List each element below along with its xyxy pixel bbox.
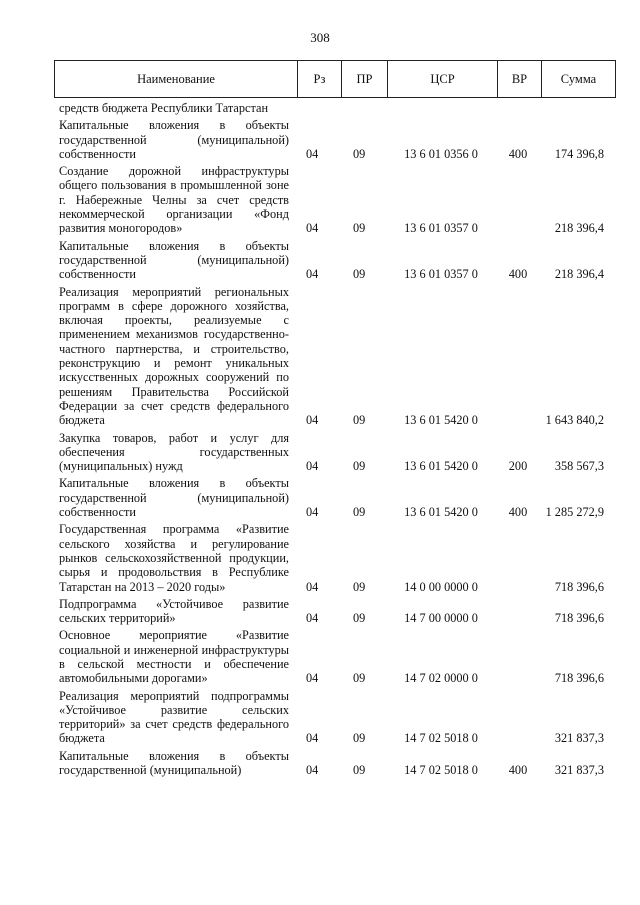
row-sum: 174 396,8 (554, 146, 604, 161)
row-name: Капитальные вложения в объекты государственной (муниципальной) собственности (59, 476, 289, 520)
row-sum: 218 396,4 (554, 267, 604, 282)
row-vr: 400 (508, 505, 528, 520)
table-row (54, 431, 616, 474)
header-vr: ВР (497, 61, 541, 97)
row-name: Закупка товаров, работ и услуг для обеспечения государственных (муниципальных) нужд (59, 430, 289, 474)
row-name: Реализация мероприятий региональных программ в сфере дорожного хозяйства, включая проекты, реализуемые с применением механизмов государственно-частного партнерства, и строительство, реконструкцию и ремонт уникальных искусственных дорожных сооружений по решениям Правительства Российской Федерации за счет средств федерального бюджета (59, 284, 289, 428)
table-row (54, 476, 616, 519)
row-vr: 400 (508, 267, 528, 282)
row-rz: 04 (306, 267, 319, 282)
table-row (54, 749, 616, 778)
row-sum: 718 396,6 (554, 579, 604, 594)
row-rz: 04 (306, 671, 319, 686)
row-rz: 04 (306, 413, 319, 428)
table-body (54, 101, 616, 777)
row-sum: 1 285 272,9 (545, 505, 604, 520)
row-sum: 321 837,3 (554, 763, 604, 778)
header-sum: Сумма (541, 61, 615, 97)
row-name: Капитальные вложения в объекты государственной (муниципальной) собственности (59, 238, 289, 282)
row-rz: 04 (306, 763, 319, 778)
row-sum: 1 643 840,2 (545, 413, 604, 428)
row-pr: 09 (353, 413, 366, 428)
row-pr: 09 (353, 221, 366, 236)
row-rz: 04 (306, 505, 319, 520)
row-csr: 14 7 02 5018 0 (404, 763, 478, 778)
row-pr: 09 (353, 579, 366, 594)
row-pr: 09 (353, 611, 366, 626)
header-name: Наименование (137, 72, 215, 86)
row-csr: 13 6 01 0356 0 (404, 146, 478, 161)
row-vr: 400 (508, 146, 528, 161)
row-pr: 09 (353, 763, 366, 778)
row-rz: 04 (306, 459, 319, 474)
row-name: Основное мероприятие «Развитие социальной и инженерной инфраструктуры в сельской местности и обеспечение автомобильными дорогами» (59, 628, 289, 686)
row-sum: 358 567,3 (554, 459, 604, 474)
table-row (54, 628, 616, 685)
table-header (54, 60, 616, 98)
header-pr: ПР (341, 61, 387, 97)
table-row (54, 522, 616, 593)
row-csr: 13 6 01 5420 0 (404, 505, 478, 520)
table-row (54, 285, 616, 428)
row-rz: 04 (306, 579, 319, 594)
row-sum: 718 396,6 (554, 671, 604, 686)
row-pr: 09 (353, 731, 366, 746)
row-csr: 14 7 00 0000 0 (404, 611, 478, 626)
header-csr: ЦСР (387, 61, 497, 97)
row-sum: 218 396,4 (554, 221, 604, 236)
row-rz: 04 (306, 221, 319, 236)
row-pr: 09 (353, 671, 366, 686)
row-csr: 13 6 01 5420 0 (404, 459, 478, 474)
row-name: Реализация мероприятий подпрограммы «Устойчивое развитие сельских территорий» за счет средств федерального бюджета (59, 688, 289, 746)
table-row (54, 597, 616, 626)
row-name: Капитальные вложения в объекты государственной (муниципальной) (59, 748, 289, 778)
row-vr: 400 (508, 763, 528, 778)
row-name: Создание дорожной инфраструктуры общего пользования в промышленной зоне г. Набережные Челны за счет средств некоммерческой организации «Фонд развития моногородов» (59, 164, 289, 236)
row-pr: 09 (353, 267, 366, 282)
page-number: 308 (310, 30, 330, 45)
table-row (54, 164, 616, 235)
row-csr: 13 6 01 0357 0 (404, 221, 478, 236)
row-csr: 14 0 00 0000 0 (404, 579, 478, 594)
row-csr: 13 6 01 5420 0 (404, 413, 478, 428)
row-csr: 14 7 02 0000 0 (404, 671, 478, 686)
row-pr: 09 (353, 505, 366, 520)
row-name: Капитальные вложения в объекты государственной (муниципальной) собственности (59, 118, 289, 161)
table-row (54, 689, 616, 746)
row-rz: 04 (306, 611, 319, 626)
row-name: средств бюджета Республики Татарстан (59, 101, 269, 115)
row-pr: 09 (353, 459, 366, 474)
row-rz: 04 (306, 146, 319, 161)
row-csr: 13 6 01 0357 0 (404, 267, 478, 282)
row-csr: 14 7 02 5018 0 (404, 731, 478, 746)
row-name: Подпрограмма «Устойчивое развитие сельских территорий» (59, 596, 289, 626)
header-rz: Рз (297, 61, 341, 97)
row-pr: 09 (353, 146, 366, 161)
row-sum: 718 396,6 (554, 611, 604, 626)
table-row (54, 239, 616, 282)
row-sum: 321 837,3 (554, 731, 604, 746)
row-name: Государственная программа «Развитие сельского хозяйства и регулирование рынков сельскохозяйственной продукции, сырья и продовольствия в Республике Татарстан на 2013 – 2020 годы» (59, 522, 289, 594)
row-rz: 04 (306, 731, 319, 746)
table-row (54, 101, 616, 115)
row-vr: 200 (508, 459, 528, 474)
table-row (54, 118, 616, 161)
